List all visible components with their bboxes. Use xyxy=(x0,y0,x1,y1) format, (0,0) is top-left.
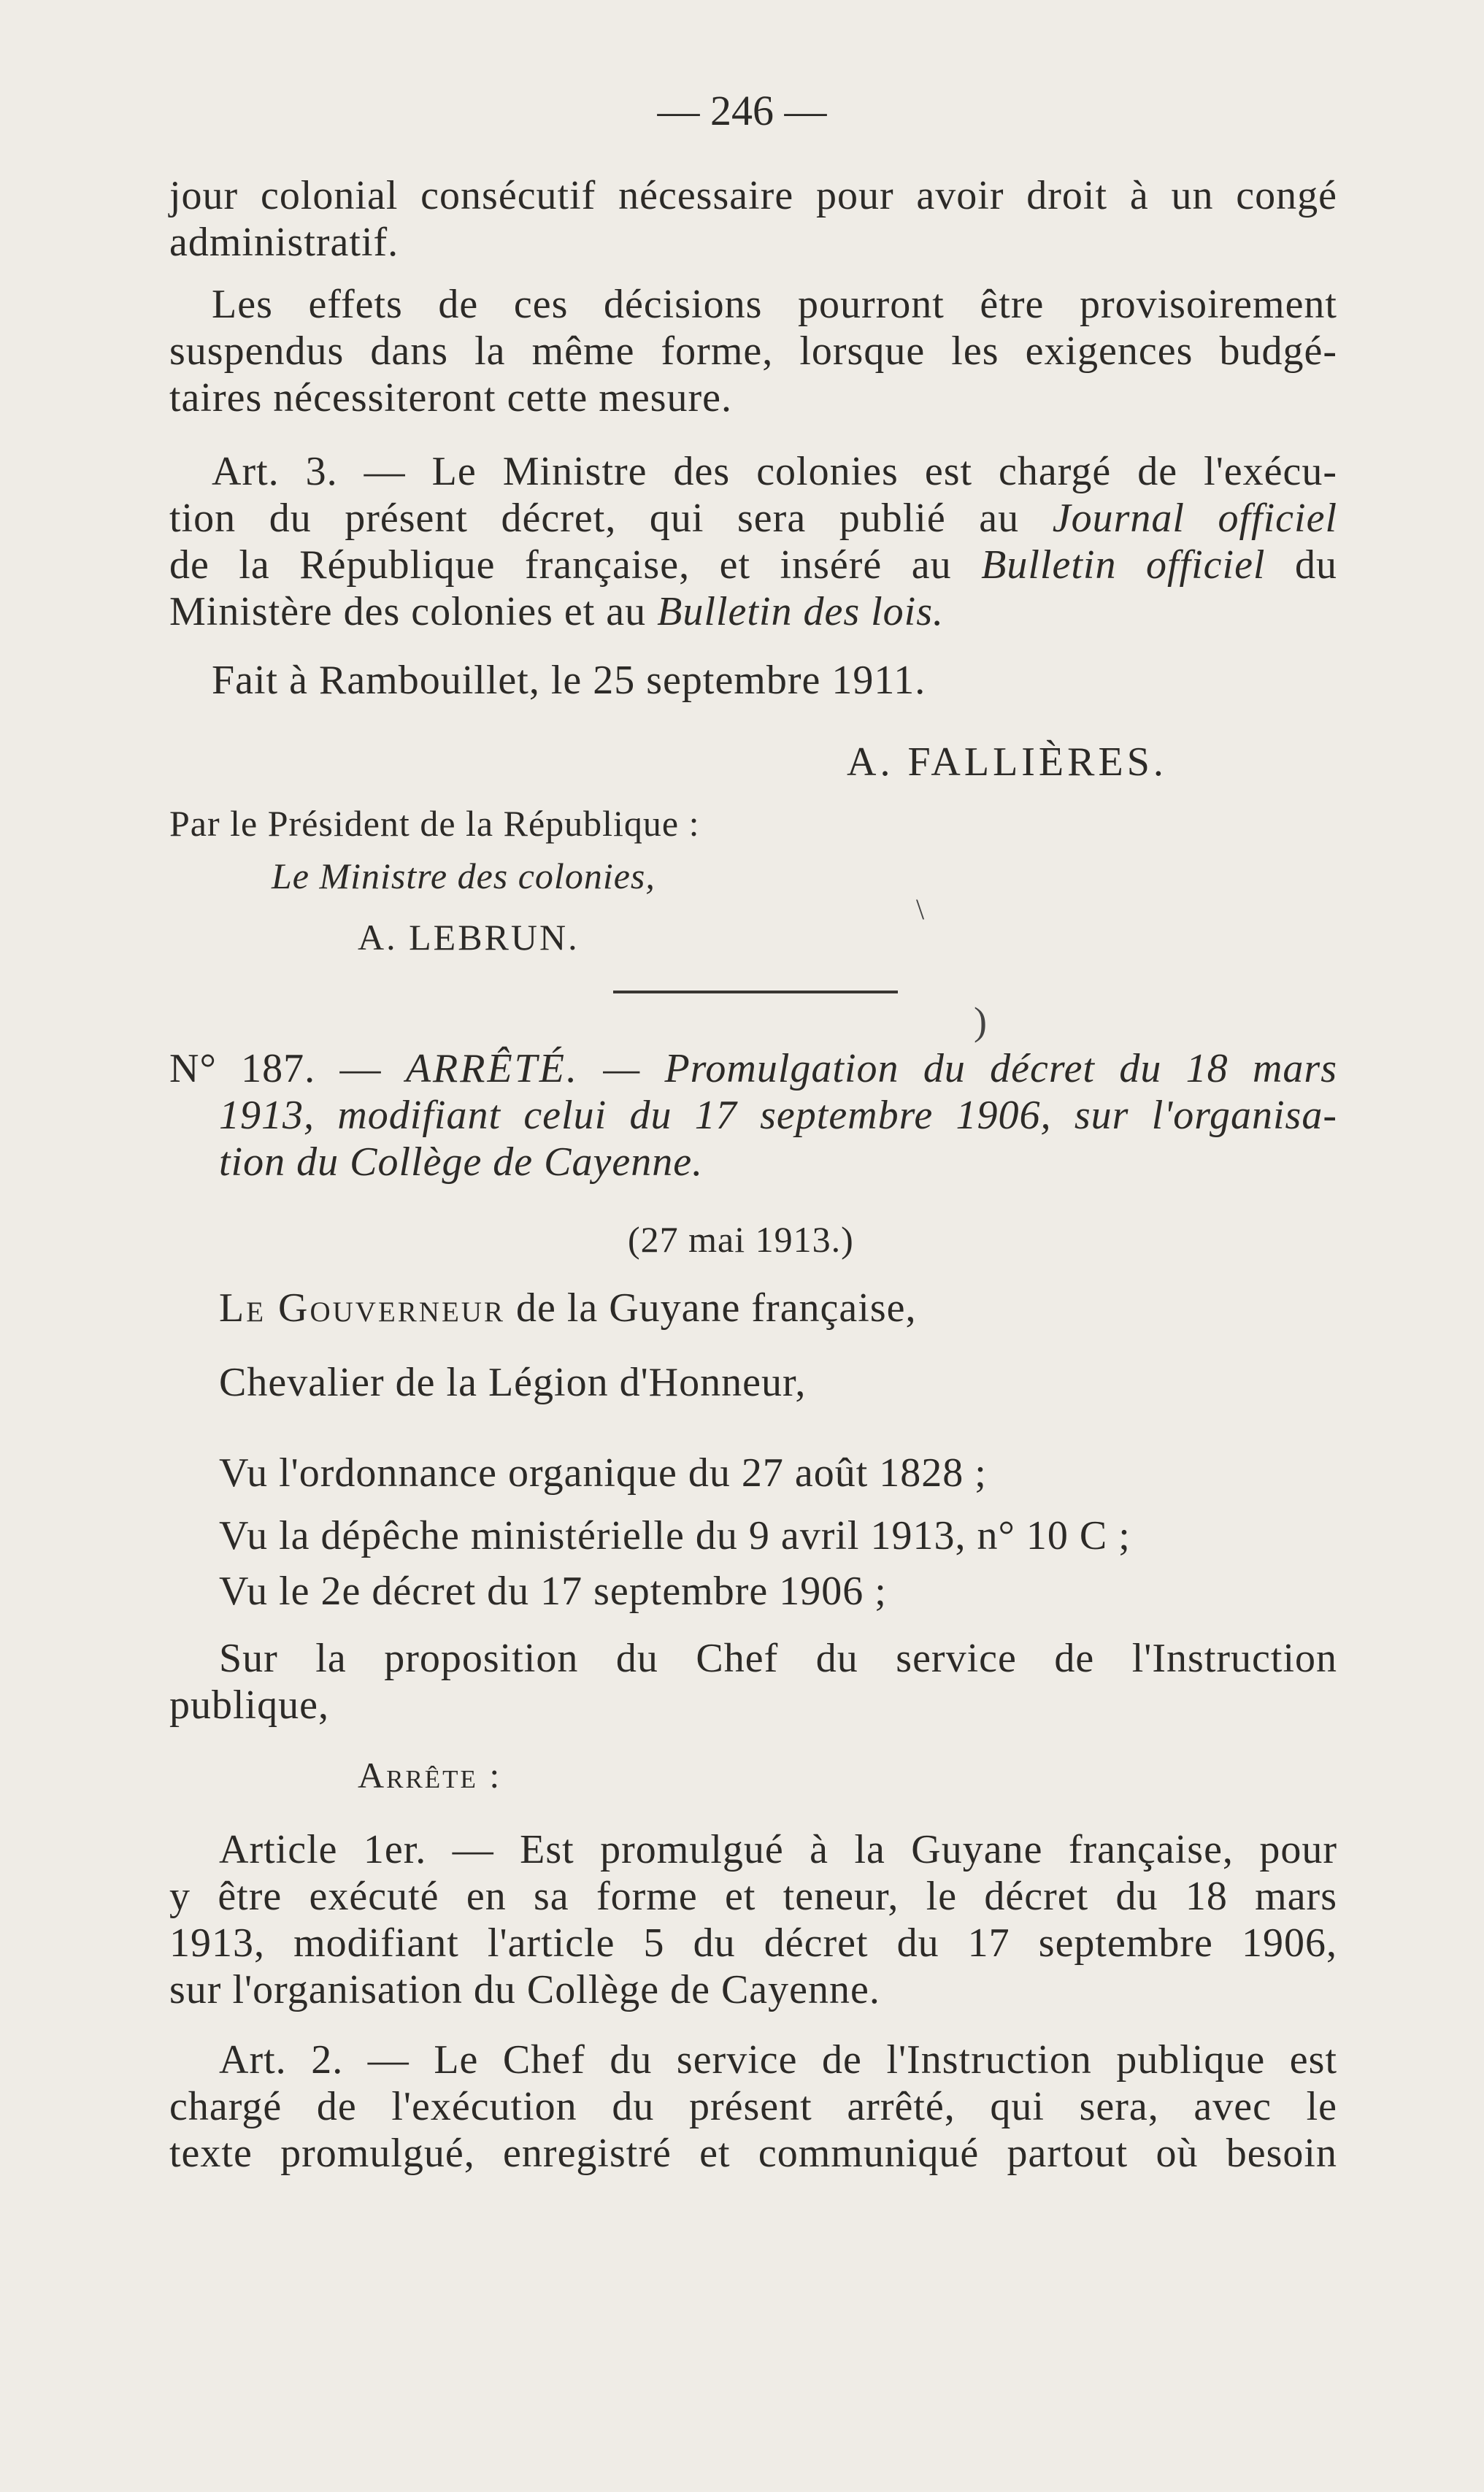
text-line: Sur la proposition du Chef du service de l'Instruction xyxy=(219,1636,1337,1681)
text-span: Ministère des colonies et au xyxy=(169,589,658,634)
arrete-heading-line xyxy=(169,1045,1337,1092)
signature-president: A. FALLIÈRES. xyxy=(847,739,1167,785)
date-place-line: Fait à Rambouillet, le 25 septembre 1911. xyxy=(212,658,926,703)
text-line: administratif. xyxy=(169,220,399,265)
text-line: taires nécessiteront cette mesure. xyxy=(169,375,732,420)
chevalier-line: Chevalier de la Légion d'Honneur, xyxy=(219,1360,807,1405)
italic-span: Bulletin des lois. xyxy=(657,589,945,634)
minister-title: Le Ministre des colonies, xyxy=(272,855,656,896)
text-line: sur l'organisation du Collège de Cayenne. xyxy=(169,1967,880,2012)
gouverneur-title: Le Gouverneur xyxy=(219,1285,505,1331)
vu-line: Vu l'ordonnance organique du 27 août 1828 ; xyxy=(219,1450,987,1496)
text-span: de la Guyane française, xyxy=(504,1285,917,1331)
text-line: chargé de l'exécution du présent arrêté, qui sera, avec le xyxy=(169,2084,1337,2129)
text-line: texte promulgué, enregistré et communiqué partout où besoin xyxy=(169,2131,1337,2176)
italic-span: Journal officiel xyxy=(1052,496,1338,541)
text-line: jour colonial consécutif nécessaire pour avoir droit à un congé xyxy=(169,173,1337,218)
text-line: Art. 2. — Le Chef du service de l'Instruction publique est xyxy=(219,2037,1337,2083)
page-number: — 246 — xyxy=(657,87,827,134)
text-line xyxy=(169,495,1337,542)
arrete-date: (27 mai 1913.) xyxy=(628,1219,854,1260)
signature-minister: A. LEBRUN. xyxy=(358,917,580,958)
text-line: y être exécuté en sa forme et teneur, le décret du 18 mars xyxy=(169,1874,1337,1919)
text-span: tion du présent décret, qui sera publié au xyxy=(169,496,1053,541)
italic-span: Bulletin officiel xyxy=(981,542,1266,588)
gouverneur-line xyxy=(219,1285,1387,1331)
text-line: 1913, modifiant l'article 5 du décret du 17 septembre 1906, xyxy=(169,1920,1337,1966)
arrete-heading-line: 1913, modifiant celui du 17 septembre 1906, sur l'organisa- xyxy=(219,1093,1337,1138)
text-line: publique, xyxy=(169,1683,329,1728)
text-span: N° 187. — xyxy=(169,1046,406,1091)
text-span: de la République française, et inséré au xyxy=(169,542,982,588)
par-le-president: Par le Président de la République : xyxy=(169,803,700,844)
text-span: du xyxy=(1265,542,1338,588)
italic-span: — Promulgation du décret du 18 mars xyxy=(579,1046,1338,1091)
arrete-word: ARRÊTÉ. xyxy=(405,1046,580,1091)
text-line: suspendus dans la même forme, lorsque les exigences budgé- xyxy=(169,328,1337,374)
arrete-word: Arrête : xyxy=(358,1755,502,1796)
print-speck: ) xyxy=(974,999,987,1043)
text-line: Les effets de ces décisions pourront être provisoirement xyxy=(212,282,1337,327)
arrete-heading-line: tion du Collège de Cayenne. xyxy=(219,1139,704,1185)
text-line: Art. 3. — Le Ministre des colonies est chargé de l'exécu- xyxy=(212,449,1337,494)
text-line xyxy=(169,542,1337,588)
text-line: Article 1er. — Est promulgué à la Guyane française, pour xyxy=(219,1827,1337,1872)
vu-line: Vu le 2e décret du 17 septembre 1906 ; xyxy=(219,1569,887,1614)
section-divider xyxy=(613,991,898,993)
print-speck: \ xyxy=(916,893,925,926)
vu-line: Vu la dépêche ministérielle du 9 avril 1913, n° 10 C ; xyxy=(219,1513,1131,1558)
text-line xyxy=(169,588,1337,635)
